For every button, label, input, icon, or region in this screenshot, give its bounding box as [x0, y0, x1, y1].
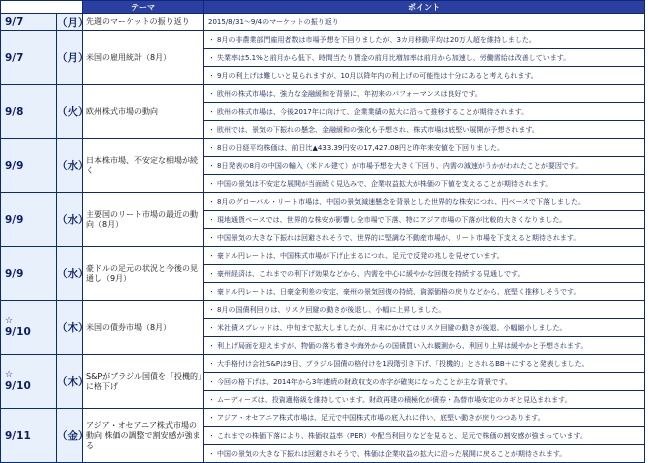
point-cell: [204, 391, 645, 409]
theme-cell: S&Pがブラジル国債を「投機的」に格下げ: [83, 355, 204, 409]
point-text: 欧州の株式市場は、今後2017年に向けて、企業業績の拡大に沿って推移することが期待されます。: [217, 107, 529, 116]
header-blank-cell: [1, 1, 83, 14]
bullet-icon: ・: [208, 251, 215, 260]
point-cell: [204, 85, 645, 103]
point-text: 8日発表の8月の中国の輸入（米ドル建て）が市場予想を大きく下回り、内需の減速がうかがわれたことが要因です。: [217, 161, 583, 170]
theme-cell: 主要国のリート市場の最近の動向（8月）: [83, 193, 204, 247]
point-text: 豪州経済は、これまでの利下げ効果などから、内需を中心に緩やかな回復を持続する見通しです。: [217, 269, 525, 278]
bullet-icon: ・: [208, 143, 215, 152]
point-text: 今回の格下げは、2014年から3年連続の財政収支の赤字が確実になったことが主な背景です。: [217, 377, 512, 386]
point-text: ムーディーズは、投資適格級を維持しています。財政再建の積極化が債券・為替市場安定のカギと見込まれます。: [217, 395, 572, 404]
date-cell: [1, 355, 57, 409]
date-cell: [1, 85, 57, 139]
date-label: 9/8: [5, 105, 24, 118]
point-text: アジア・オセアニア株式市場は、足元で中国株式市場の底入れに伴い、底堅い動きが戻りつつあります。: [217, 413, 545, 422]
point-cell: [204, 445, 645, 463]
date-cell: [1, 409, 57, 463]
bullet-icon: ・: [208, 35, 215, 44]
weekday-cell: （月）: [57, 14, 83, 31]
date-cell: [1, 247, 57, 301]
point-text: 8月のグローバル・リート市場は、中国の景気減速懸念を背景とした世界的な株安につれ、円ベースで下落しました。: [217, 197, 586, 206]
weekday-cell: （火）: [57, 85, 83, 139]
bullet-icon: ・: [208, 125, 215, 134]
weekday-cell: （木）: [57, 301, 83, 355]
point-text: 中国の景気の大きな下振れは回避されそうで、株価は企業収益の拡大に沿った展開に戻ることが期待されます。: [217, 449, 567, 458]
point-cell: [204, 283, 645, 301]
star-icon: ☆: [5, 370, 14, 380]
bullet-icon: ・: [208, 431, 215, 440]
point-text: 欧州では、景気の下振れの懸念、金融緩和の強化も予想され、株式市場は底堅い展開が予想されます。: [217, 125, 539, 134]
bullet-icon: ・: [208, 341, 215, 350]
point-cell: [204, 49, 645, 67]
point-text: 中国景気の大きな下振れは回避されそうで、世界的に堅調な不動産市場が、リート市場を下支えると期待されます。: [217, 233, 581, 242]
point-cell: [204, 319, 645, 337]
date-label: 9/10: [5, 326, 31, 338]
point-cell: [204, 229, 645, 247]
point-text: これまでの株価下落により、株価収益率（PER）や配当利回りなどを見ると、足元で株価の割安感が強まっています。: [217, 431, 587, 440]
point-cell: [204, 373, 645, 391]
bullet-icon: ・: [208, 395, 215, 404]
point-cell: [204, 193, 645, 211]
date-label: 9/9: [5, 213, 24, 226]
point-cell: [204, 139, 645, 157]
point-cell: [204, 157, 645, 175]
bullet-icon: ・: [208, 107, 215, 116]
weekday-cell: （水）: [57, 193, 83, 247]
point-text: 8月の非農業部門雇用者数は市場予想を下回りましたが、3カ月移動平均は20万人超を維持しました。: [217, 35, 536, 44]
point-text: 米社債スプレッドは、中旬まで拡大しましたが、月末にかけてはリスク回避の動きが後退、小幅縮小しました。: [217, 323, 567, 332]
point-cell: [204, 337, 645, 355]
point-text: 失業率は5.1%と前月から低下、時間当たり賃金の前月比増加率は前月から加速し、労働需給は改善しています。: [217, 53, 571, 62]
header-theme: テーマ: [83, 1, 204, 14]
bullet-icon: ・: [208, 71, 215, 80]
schedule-row: [1, 355, 645, 373]
bullet-icon: ・: [208, 161, 215, 170]
point-text: 現地通貨ベースでは、世界的な株安が影響し全市場で下落、特にアジア市場の下落が比較的大きくなりました。: [217, 215, 567, 224]
point-cell: [204, 31, 645, 49]
bullet-icon: ・: [208, 359, 215, 368]
date-cell: [1, 193, 57, 247]
date-cell: [1, 31, 57, 85]
star-icon: ☆: [5, 316, 14, 326]
theme-cell: 先週のマーケットの振り返り: [83, 14, 204, 31]
bullet-icon: ・: [208, 377, 215, 386]
weekday-cell: （水）: [57, 247, 83, 301]
bullet-icon: ・: [208, 287, 215, 296]
point-text: 2015/8/31～9/4のマーケットの振り返り: [208, 18, 339, 26]
theme-cell: 米国の雇用統計（8月）: [83, 31, 204, 85]
theme-cell: 日本株市場、不安定な相場が続く: [83, 139, 204, 193]
date-label: 9/7: [5, 16, 24, 28]
weekday-cell: （金）: [57, 409, 83, 463]
point-cell: [204, 103, 645, 121]
point-cell: [204, 211, 645, 229]
theme-cell: 欧州株式市場の動向: [83, 85, 204, 139]
header-point: ポイント: [204, 1, 645, 14]
date-label: 9/9: [5, 159, 24, 172]
date-label: 9/9: [5, 267, 24, 280]
bullet-icon: ・: [208, 197, 215, 206]
point-text: 豪ドル円レートは、日豪金利差の安定、豪州の景気回復の持続、資源価格の戻りなどから、底堅く推移しそうです。: [217, 287, 581, 296]
schedule-row: [1, 14, 645, 31]
weekday-cell: （月）: [57, 31, 83, 85]
date-label: 9/10: [5, 380, 31, 392]
point-cell: [204, 355, 645, 373]
bullet-icon: ・: [208, 305, 215, 314]
schedule-row: [1, 247, 645, 265]
point-cell: [204, 175, 645, 193]
date-label: 9/11: [5, 429, 31, 442]
bullet-icon: ・: [208, 323, 215, 332]
bullet-icon: ・: [208, 53, 215, 62]
point-cell: [204, 301, 645, 319]
date-cell: [1, 301, 57, 355]
point-cell: [204, 14, 645, 31]
schedule-row: [1, 85, 645, 103]
schedule-row: [1, 139, 645, 157]
schedule-row: [1, 193, 645, 211]
header-row: [1, 1, 645, 14]
weekday-cell: （木）: [57, 355, 83, 409]
theme-cell: 豪ドルの足元の状況と今後の見通し（9月）: [83, 247, 204, 301]
date-cell: [1, 14, 57, 31]
point-text: 中国の景気は不安定な展開が当面続く見込みで、企業収益拡大が株価の下値を支えることが期待されます。: [217, 179, 553, 188]
bullet-icon: ・: [208, 413, 215, 422]
point-cell: [204, 247, 645, 265]
date-label: 9/7: [5, 51, 24, 64]
point-cell: [204, 121, 645, 139]
point-text: 8月の国債利回りは、リスク回避の動きが後退し、小幅に上昇しました。: [217, 305, 446, 314]
date-cell: [1, 139, 57, 193]
point-text: 豪ドル円レートは、中国株式市場が下げ止まるにつれ、足元で反発の兆しを見せています。: [217, 251, 504, 260]
point-text: 9月の利上げは難しいと見られますが、10月以降年内の利上げの可能性は十分にあると考えられます。: [217, 71, 538, 80]
schedule-row: [1, 301, 645, 319]
schedule-row: [1, 409, 645, 427]
point-text: 利上げ局面を迎えますが、物価の落ち着きや海外からの国債買い入れ観測から、利回り上昇は緩やかと予想されます。: [217, 341, 588, 350]
point-cell: [204, 67, 645, 85]
point-text: 8日の日経平均株価は、前日比▲433.39円安の17,427.08円と昨年来安値を下回りました。: [217, 143, 504, 152]
point-text: 大手格付け会社S&Pは9日、ブラジル国債の格付けを1段階引き下げ、「投機的」とされるBB＋にすると発表しました。: [217, 359, 589, 368]
bullet-icon: ・: [208, 215, 215, 224]
bullet-icon: ・: [208, 89, 215, 98]
schedule-row: [1, 31, 645, 49]
theme-cell: 米国の債券市場（8月）: [83, 301, 204, 355]
point-cell: [204, 265, 645, 283]
bullet-icon: ・: [208, 269, 215, 278]
theme-cell: アジア・オセアニア株式市場の動向 株価の調整で割安感が強まる: [83, 409, 204, 463]
point-cell: [204, 409, 645, 427]
weekday-cell: （水）: [57, 139, 83, 193]
point-text: 欧州の株式市場は、強力な金融緩和を背景に、年初来のパフォーマンスは良好です。: [217, 89, 482, 98]
point-cell: [204, 427, 645, 445]
bullet-icon: ・: [208, 449, 215, 458]
bullet-icon: ・: [208, 233, 215, 242]
bullet-icon: ・: [208, 179, 215, 188]
